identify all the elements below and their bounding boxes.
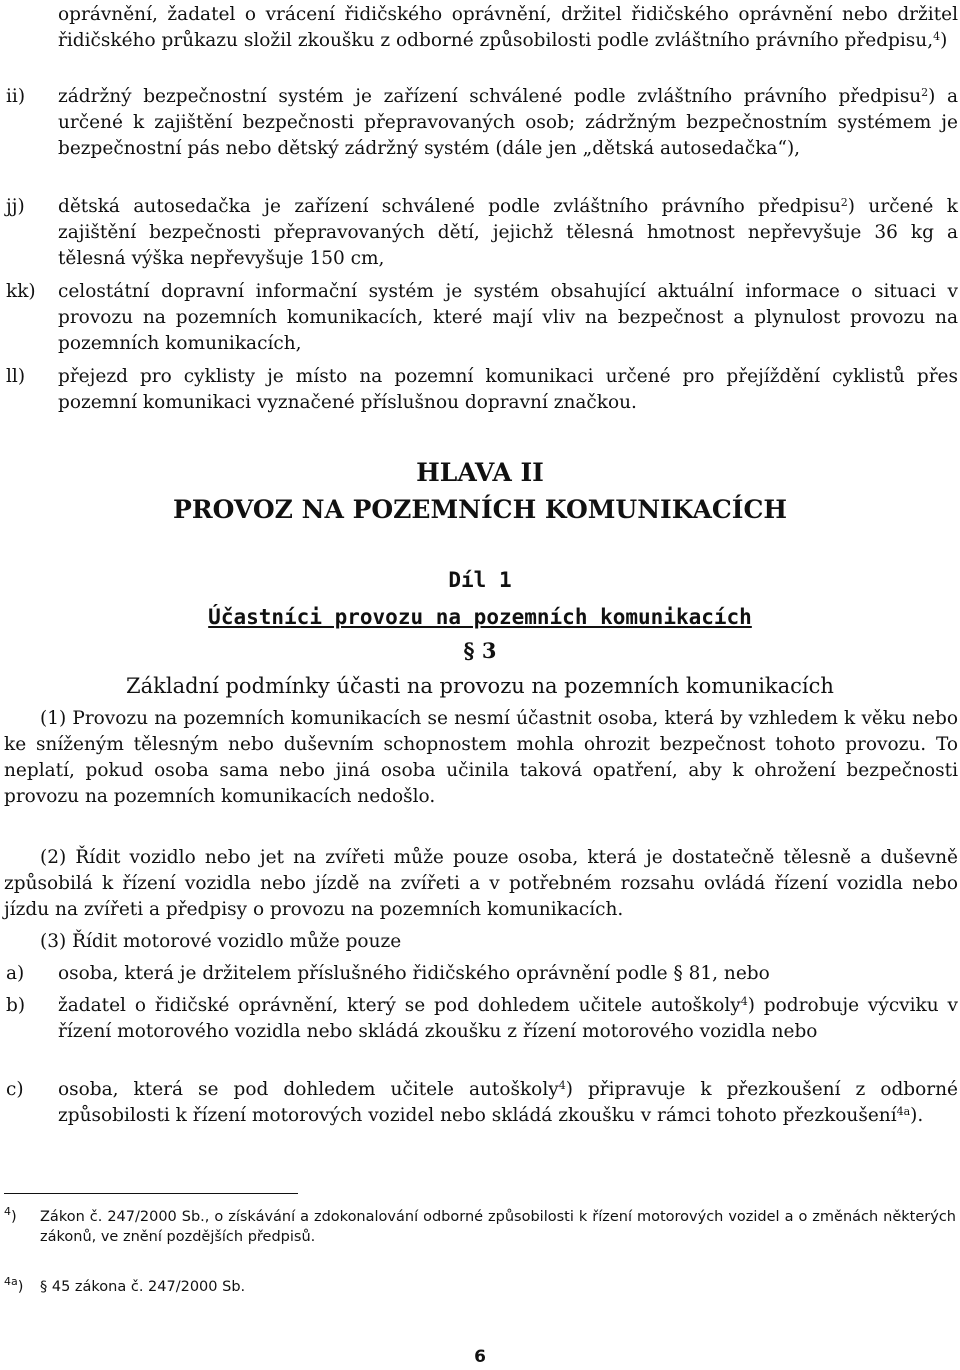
definition-jj	[0, 194, 960, 272]
chapter-heading: HLAVA II	[416, 458, 544, 487]
footnote-ref: 2	[840, 196, 848, 209]
footnote-ref: 4	[933, 30, 941, 43]
paragraph-2	[4, 845, 958, 923]
item-text: osoba, která se pod dohledem učitele autoškoly	[58, 1079, 559, 1100]
item-text: ) připravuje k přezkoušení z odborné způsobilosti k řízení motorových vozidel nebo skládá zkoušku v rámci tohoto přezkoušení	[58, 1079, 958, 1126]
footnote-mark: 4a	[4, 1275, 18, 1288]
paragraph-text: (2) Řídit vozidlo nebo jet na zvířeti může pouze osoba, která je dostatečně tělesně a duševně způsobilá k řízení vozidla nebo jízdě na zvířeti a v potřebném rozsahu ovládá řízení vozidla nebo jízdu na zvířeti a předpisy o provozu na pozemních komunikacích.	[4, 847, 958, 920]
footnote-ref: 2	[921, 86, 929, 99]
continuation-text: oprávnění, žadatel o vrácení řidičského oprávnění, držitel řidičského oprávnění nebo držitel řidičského průkazu složil zkoušku z odborné způsobilosti podle zvláštního právního předpisu,$^4$)	[58, 4, 958, 51]
footnote-mark: 4	[4, 1205, 11, 1218]
list-item-a	[0, 961, 960, 987]
footnote-ref: 4a	[896, 1105, 911, 1118]
paragraph-1	[4, 706, 958, 810]
item-text: osoba, která je držitelem příslušného řidičského oprávnění podle	[58, 963, 674, 984]
item-label: b)	[6, 995, 26, 1016]
item-text: ) a určené k zajištění bezpečnosti přepravovaných osob; zádržným bezpečnostním systémem je bezpečnostní pás nebo dětský zádržný systém (dále jen „dětská autosedačka“),	[58, 86, 958, 159]
chapter-title: PROVOZ NA POZEMNÍCH KOMUNIKACÍCH	[173, 495, 787, 524]
footnote-ref: 4	[740, 995, 748, 1008]
item-text: celostátní dopravní informační systém je systém obsahující aktuální informace o situaci v provozu na pozemních komunikacích, které mají vliv na bezpečnost a plynulost provozu na pozemních komunikacích,	[58, 281, 958, 354]
footnote-4a: $^{4a}$) § 45 zákona č. 247/2000 Sb.	[4, 1275, 246, 1295]
paragraph-3	[4, 929, 958, 955]
item-label: kk)	[6, 281, 36, 302]
item-text: ).	[910, 1105, 924, 1126]
item-text: žadatel o řidičské oprávnění, který se pod dohledem učitele autoškoly	[58, 995, 741, 1016]
footnote-text: 45 zákona č. 247/2000 Sb.	[47, 1279, 246, 1295]
section-sign: §	[673, 963, 683, 984]
part-title: Účastníci provozu na pozemních komunikacích	[208, 605, 752, 629]
part-heading: Díl 1	[448, 568, 512, 592]
footnote-text: Zákon č. 247/2000 Sb., o získávání a zdokonalování odborné způsobilosti k řízení motorových vozidel a o změnách některých zákonů, ve znění pozdějších předpisů.	[40, 1209, 956, 1245]
item-text: dětská autosedačka je zařízení schválené podle zvláštního právního předpisu	[58, 196, 841, 217]
item-label: jj)	[6, 196, 25, 217]
footnote-4: $^4$) Zákon č. 247/2000 Sb., o získávání a zdokonalování odborné způsobilosti k řízení motorových vozidel a o změnách některých zákonů, ve znění pozdějších předpisů.	[4, 1205, 956, 1245]
item-label: ii)	[6, 86, 26, 107]
paragraph-text: (3) Řídit motorové vozidlo může pouze	[40, 931, 402, 952]
item-label: a)	[6, 963, 25, 984]
item-text: zádržný bezpečnostní systém je zařízení schválené podle zvláštního právního předpisu	[58, 86, 922, 107]
list-item-c	[0, 1077, 960, 1129]
paragraph-text: (1) Provozu na pozemních komunikacích se nesmí účastnit osoba, která by vzhledem k věku nebo ke sníženým tělesným nebo duševním schopnostem mohla ohrozit bezpečnost tohoto provozu. To neplatí, pokud osoba sama nebo jiná osoba učinila taková opatření, aby k ohrožení bezpečnosti provozu na pozemních komunikacích nedošlo.	[4, 708, 958, 807]
definition-kk	[0, 279, 960, 357]
item-text: ) určené k zajištění bezpečnosti přepravovaných dětí, jejichž tělesná hmotnost nepřevyšuje 36 kg a tělesná výška nepřevyšuje 150 cm,	[58, 196, 958, 269]
item-text: ) podrobuje výcviku v řízení motorového vozidla nebo skládá zkoušku z řízení motorového vozidla nebo	[58, 995, 958, 1042]
page-number: 6	[474, 1347, 486, 1367]
footnote-ref: 4	[558, 1079, 566, 1092]
item-text: 81, nebo	[682, 963, 770, 984]
item-label: c)	[6, 1079, 24, 1100]
footnote-separator	[4, 1193, 298, 1194]
continuation-body: oprávnění, žadatel o vrácení řidičského oprávnění, držitel řidičského oprávnění nebo držitel řidičského průkazu složil zkoušku z odborné způsobilosti podle zvláštního právního předpisu,	[58, 4, 958, 51]
definition-ll	[0, 364, 960, 416]
list-item-b	[0, 993, 960, 1045]
section-sign: §	[463, 638, 475, 663]
section-title: Základní podmínky účasti na provozu na pozemních komunikacích	[126, 674, 834, 698]
item-text: přejezd pro cyklisty je místo na pozemní komunikaci určené pro přejíždění cyklistů přes pozemní komunikaci vyznačené příslušnou dopravní značkou.	[58, 366, 958, 413]
section-heading	[0, 636, 960, 666]
section-sign: §	[40, 1279, 48, 1295]
item-label: ll)	[6, 366, 26, 387]
section-number: 3	[481, 638, 497, 663]
definition-ii	[0, 84, 960, 162]
